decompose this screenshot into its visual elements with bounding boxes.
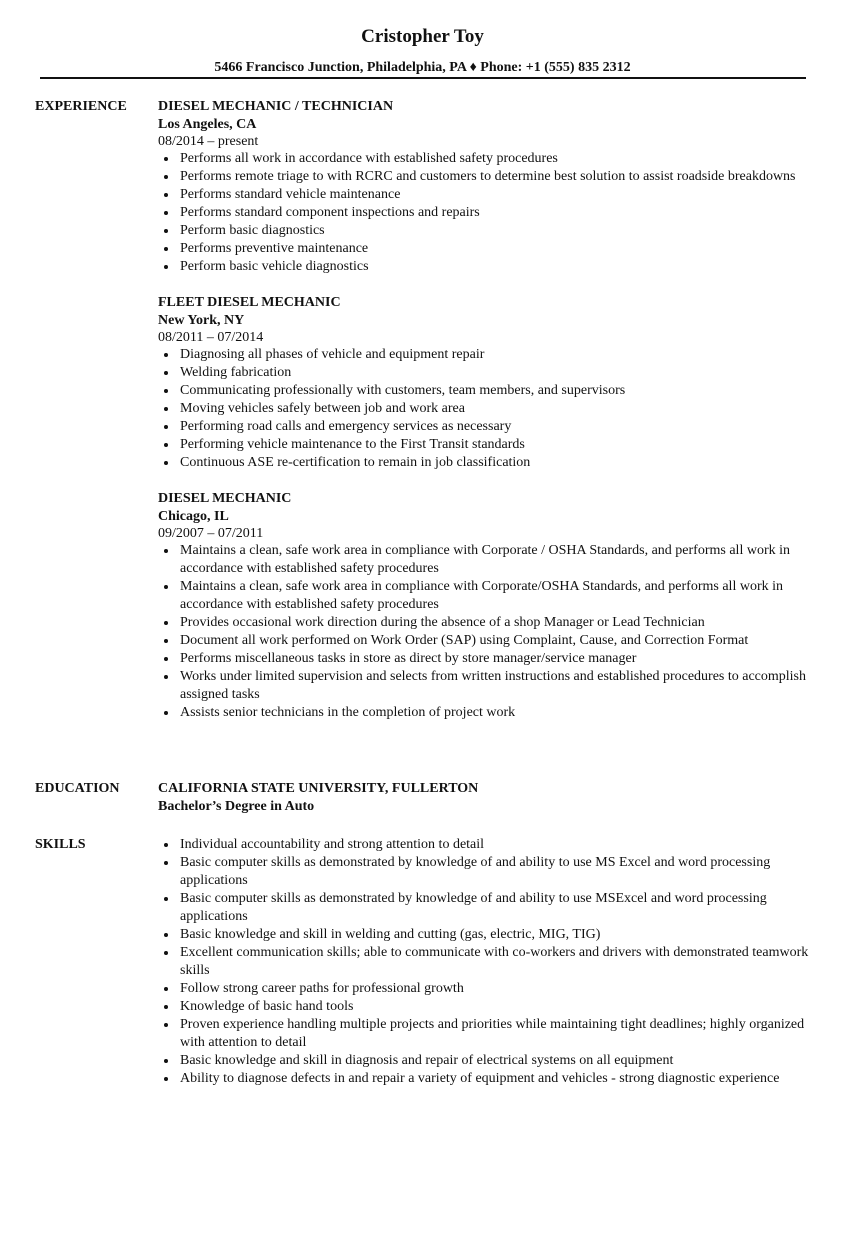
bullet-icon [164, 987, 168, 991]
bullet-icon [164, 657, 168, 661]
bullet-text: Works under limited supervision and selects from written instructions and established procedures to accomplish assigned tasks [180, 669, 807, 702]
list-item [158, 454, 823, 472]
job-dates: 09/2007 – 07/2011 [158, 526, 264, 541]
bullet-icon [164, 675, 168, 679]
bullet-icon [164, 585, 168, 589]
bullet-icon [164, 265, 168, 269]
bullet-icon [164, 211, 168, 215]
skill-text: Knowledge of basic hand tools [180, 999, 354, 1014]
bullet-icon [164, 1023, 168, 1027]
list-item [158, 578, 823, 614]
skills-list [158, 836, 823, 1088]
list-item [158, 980, 823, 998]
skill-text: Follow strong career paths for professional growth [180, 981, 464, 996]
bullet-text: Perform basic diagnostics [180, 223, 325, 238]
degree-name: Bachelor’s Degree in Auto [158, 799, 315, 814]
bullet-text: Performs miscellaneous tasks in store as direct by store manager/service manager [180, 651, 637, 666]
bullet-icon [164, 711, 168, 715]
list-item [158, 944, 823, 980]
bullet-text: Provides occasional work direction during the absence of a shop Manager or Lead Technician [180, 615, 705, 630]
section-label-experience: EXPERIENCE [35, 99, 127, 114]
list-item [158, 542, 823, 578]
job-bullets [158, 346, 823, 472]
bullet-text: Assists senior technicians in the completion of project work [180, 705, 516, 720]
list-item [158, 168, 823, 186]
list-item [158, 998, 823, 1016]
bullet-icon [164, 407, 168, 411]
school-name: CALIFORNIA STATE UNIVERSITY, FULLERTON [158, 781, 479, 796]
bullet-text: Diagnosing all phases of vehicle and equipment repair [180, 347, 485, 362]
bullet-icon [164, 933, 168, 937]
list-item [158, 382, 823, 400]
job-dates: 08/2014 – present [158, 134, 259, 149]
skill-text: Basic knowledge and skill in welding and cutting (gas, electric, MIG, TIG) [180, 927, 601, 942]
job-location: Los Angeles, CA [158, 117, 257, 132]
job-title: DIESEL MECHANIC [158, 491, 292, 506]
skills-body [158, 836, 823, 1088]
list-item [158, 346, 823, 364]
bullet-text: Communicating professionally with customers, team members, and supervisors [180, 383, 626, 398]
job-bullets [158, 542, 823, 722]
experience-body [158, 98, 823, 740]
candidate-name: Cristopher Toy [361, 26, 484, 47]
skill-text: Basic computer skills as demonstrated by knowledge of and ability to use MSExcel and word processing applications [180, 891, 767, 924]
bullet-text: Perform basic vehicle diagnostics [180, 259, 369, 274]
list-item [158, 240, 823, 258]
section-label-skills: SKILLS [35, 837, 86, 852]
list-item [158, 854, 823, 890]
bullet-icon [164, 389, 168, 393]
skill-text: Excellent communication skills; able to communicate with co-workers and drivers with demonstrated teamwork skills [180, 945, 809, 978]
bullet-icon [164, 621, 168, 625]
list-item [158, 418, 823, 436]
bullet-text: Performs remote triage to with RCRC and customers to determine best solution to assist roadside breakdowns [180, 169, 796, 184]
list-item [158, 836, 823, 854]
list-item [158, 632, 823, 650]
job-location: Chicago, IL [158, 509, 229, 524]
skill-text: Individual accountability and strong attention to detail [180, 837, 485, 852]
bullet-icon [164, 1077, 168, 1081]
bullet-icon [164, 843, 168, 847]
bullet-text: Performing vehicle maintenance to the First Transit standards [180, 437, 525, 452]
job-location: New York, NY [158, 313, 245, 328]
bullet-icon [164, 861, 168, 865]
skill-text: Basic knowledge and skill in diagnosis and repair of electrical systems on all equipment [180, 1053, 674, 1068]
list-item [158, 364, 823, 382]
list-item [158, 186, 823, 204]
bullet-text: Document all work performed on Work Order (SAP) using Complaint, Cause, and Correction Format [180, 633, 749, 648]
bullet-icon [164, 247, 168, 251]
job-dates: 08/2011 – 07/2014 [158, 330, 264, 345]
bullet-text: Moving vehicles safely between job and work area [180, 401, 465, 416]
list-item [158, 222, 823, 240]
list-item [158, 150, 823, 168]
bullet-icon [164, 371, 168, 375]
list-item [158, 1016, 823, 1052]
bullet-text: Performs all work in accordance with established safety procedures [180, 151, 558, 166]
list-item [158, 258, 823, 276]
list-item [158, 436, 823, 454]
education-body [158, 780, 823, 816]
bullet-text: Performs preventive maintenance [180, 241, 369, 256]
skill-text: Basic computer skills as demonstrated by knowledge of and ability to use MS Excel and word processing applications [180, 855, 771, 888]
list-item [158, 704, 823, 722]
bullet-icon [164, 951, 168, 955]
list-item [158, 890, 823, 926]
bullet-text: Maintains a clean, safe work area in compliance with Corporate/OSHA Standards, and performs all work in accordance with established safety procedures [180, 579, 783, 612]
bullet-text: Maintains a clean, safe work area in compliance with Corporate / OSHA Standards, and performs all work in accordance with established safety procedures [180, 543, 790, 576]
list-item [158, 650, 823, 668]
bullet-icon [164, 229, 168, 233]
bullet-icon [164, 353, 168, 357]
list-item [158, 926, 823, 944]
skill-text: Ability to diagnose defects in and repair a variety of equipment and vehicles - strong diagnostic experience [180, 1071, 780, 1086]
bullet-icon [164, 461, 168, 465]
header-divider [40, 77, 806, 79]
bullet-icon [164, 1059, 168, 1063]
bullet-icon [164, 639, 168, 643]
list-item [158, 1052, 823, 1070]
skill-text: Proven experience handling multiple projects and priorities while maintaining tight deadlines; highly organized with attention to detail [180, 1017, 805, 1050]
bullet-text: Welding fabrication [180, 365, 292, 380]
bullet-text: Performs standard component inspections and repairs [180, 205, 480, 220]
list-item [158, 614, 823, 632]
bullet-icon [164, 1005, 168, 1009]
bullet-icon [164, 897, 168, 901]
job-title: FLEET DIESEL MECHANIC [158, 295, 341, 310]
bullet-icon [164, 157, 168, 161]
bullet-text: Performs standard vehicle maintenance [180, 187, 401, 202]
job-bullets [158, 150, 823, 276]
contact-line: 5466 Francisco Junction, Philadelphia, PA ♦ Phone: +1 (555) 835 2312 [214, 60, 631, 75]
job-title: DIESEL MECHANIC / TECHNICIAN [158, 99, 394, 114]
bullet-text: Performing road calls and emergency services as necessary [180, 419, 512, 434]
bullet-icon [164, 193, 168, 197]
bullet-text: Continuous ASE re-certification to remain in job classification [180, 455, 531, 470]
job-entry [158, 294, 823, 472]
list-item [158, 400, 823, 418]
section-label-education: EDUCATION [35, 781, 120, 796]
bullet-icon [164, 549, 168, 553]
bullet-icon [164, 175, 168, 179]
list-item [158, 204, 823, 222]
bullet-icon [164, 425, 168, 429]
list-item [158, 1070, 823, 1088]
job-entry [158, 490, 823, 722]
bullet-icon [164, 443, 168, 447]
list-item [158, 668, 823, 704]
job-entry [158, 98, 823, 276]
